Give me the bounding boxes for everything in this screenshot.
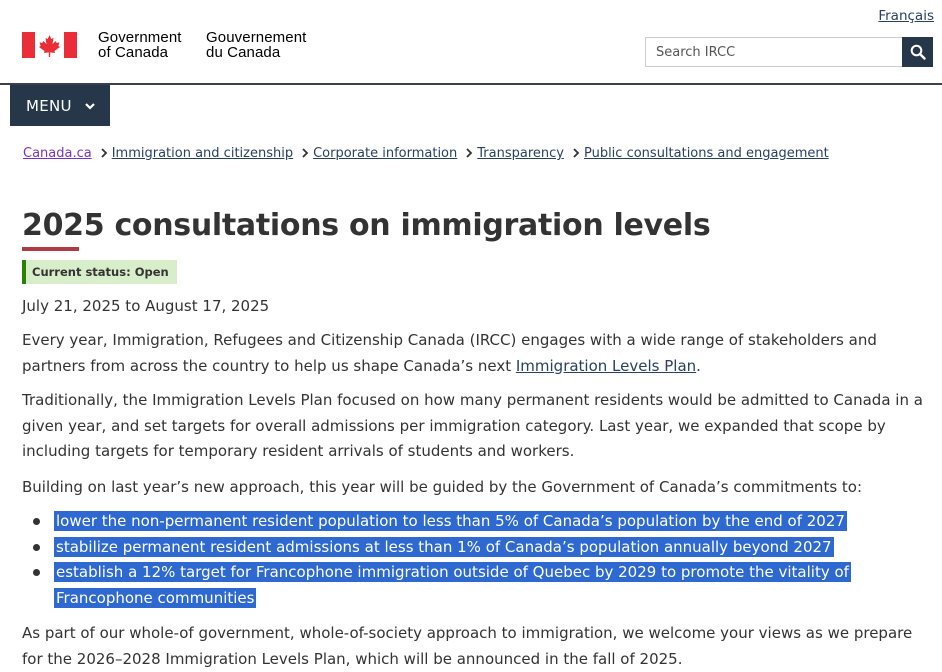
search-form	[645, 37, 933, 67]
list-item	[22, 560, 932, 611]
search-icon	[910, 44, 926, 60]
commitment-text: stabilize permanent resident admissions at less than 1% of Canada’s population annually beyond 2027	[56, 537, 832, 556]
language-toggle-link[interactable]: Français	[878, 8, 934, 24]
commitments-list	[22, 509, 932, 611]
signature-fr-line2: du Canada	[206, 44, 281, 61]
title-underline	[22, 247, 79, 251]
status-badge: Current status: Open	[22, 260, 177, 284]
chevron-right-icon	[301, 148, 309, 158]
commitment-text: establish a 12% target for Francophone immigration outside of Quebec by 2029 to promote the vitality of Francophone communities	[56, 563, 849, 607]
chevron-right-icon	[572, 148, 580, 158]
intro-paragraph	[22, 328, 932, 379]
list-item	[22, 535, 932, 561]
levels-plan-link[interactable]: Immigration Levels Plan	[515, 356, 697, 375]
bullet-icon	[33, 569, 40, 576]
page-title: 2025 consultations on immigration levels	[22, 208, 711, 243]
signature-french[interactable]	[206, 30, 306, 60]
menu-label: MENU	[26, 96, 72, 115]
breadcrumb-canada[interactable]: Canada.ca	[23, 146, 92, 161]
breadcrumb-transparency[interactable]: Transparency	[477, 146, 564, 161]
list-item	[22, 509, 932, 535]
search-input[interactable]	[645, 37, 902, 67]
canada-flag-icon[interactable]	[22, 32, 77, 58]
chevron-down-icon	[84, 100, 96, 112]
breadcrumb-immigration[interactable]: Immigration and citizenship	[111, 146, 294, 161]
signature-en-line2: of Canada	[98, 44, 169, 61]
background-paragraph: Traditionally, the Immigration Levels Plan focused on how many permanent residents would be admitted to Canada in a given year, and set targets for overall admissions per immigration category. Last year, we expanded that scope by including targets for temporary resident arrivals of students and workers.	[22, 391, 923, 460]
breadcrumb-consultations[interactable]: Public consultations and engagement	[583, 146, 829, 161]
signature-english[interactable]	[98, 30, 182, 60]
bullet-icon	[33, 518, 40, 525]
chevron-right-icon	[100, 148, 108, 158]
closing-paragraph: As part of our whole-of government, whole-of-society approach to immigration, we welcome your views as we prepare for the 2026–2028 Immigration Levels Plan, which will be announced in the fall of 2025.	[22, 624, 913, 668]
breadcrumb-corporate[interactable]: Corporate information	[313, 146, 458, 161]
chevron-right-icon	[465, 148, 473, 158]
signature-fr-line1: Gouvernement	[206, 29, 307, 46]
signature-en-line1: Government	[98, 29, 182, 46]
intro-text: Every year, Immigration, Refugees and Citizenship Canada (IRCC) engages with a wide range of stakeholders and partners from across the country to help us shape Canada’s next	[22, 331, 877, 375]
commitment-text: lower the non-permanent resident population to less than 5% of Canada’s population by the end of 2027	[56, 512, 845, 530]
intro-end: .	[696, 356, 701, 375]
header-divider	[0, 83, 942, 85]
bullet-icon	[33, 544, 40, 551]
commitments-intro: Building on last year’s new approach, this year will be guided by the Government of Canada’s commitments to:	[22, 478, 863, 496]
breadcrumb	[23, 146, 829, 161]
search-button[interactable]	[902, 37, 933, 67]
menu-button[interactable]	[10, 85, 110, 126]
consultation-dates: July 21, 2025 to August 17, 2025	[22, 297, 270, 315]
